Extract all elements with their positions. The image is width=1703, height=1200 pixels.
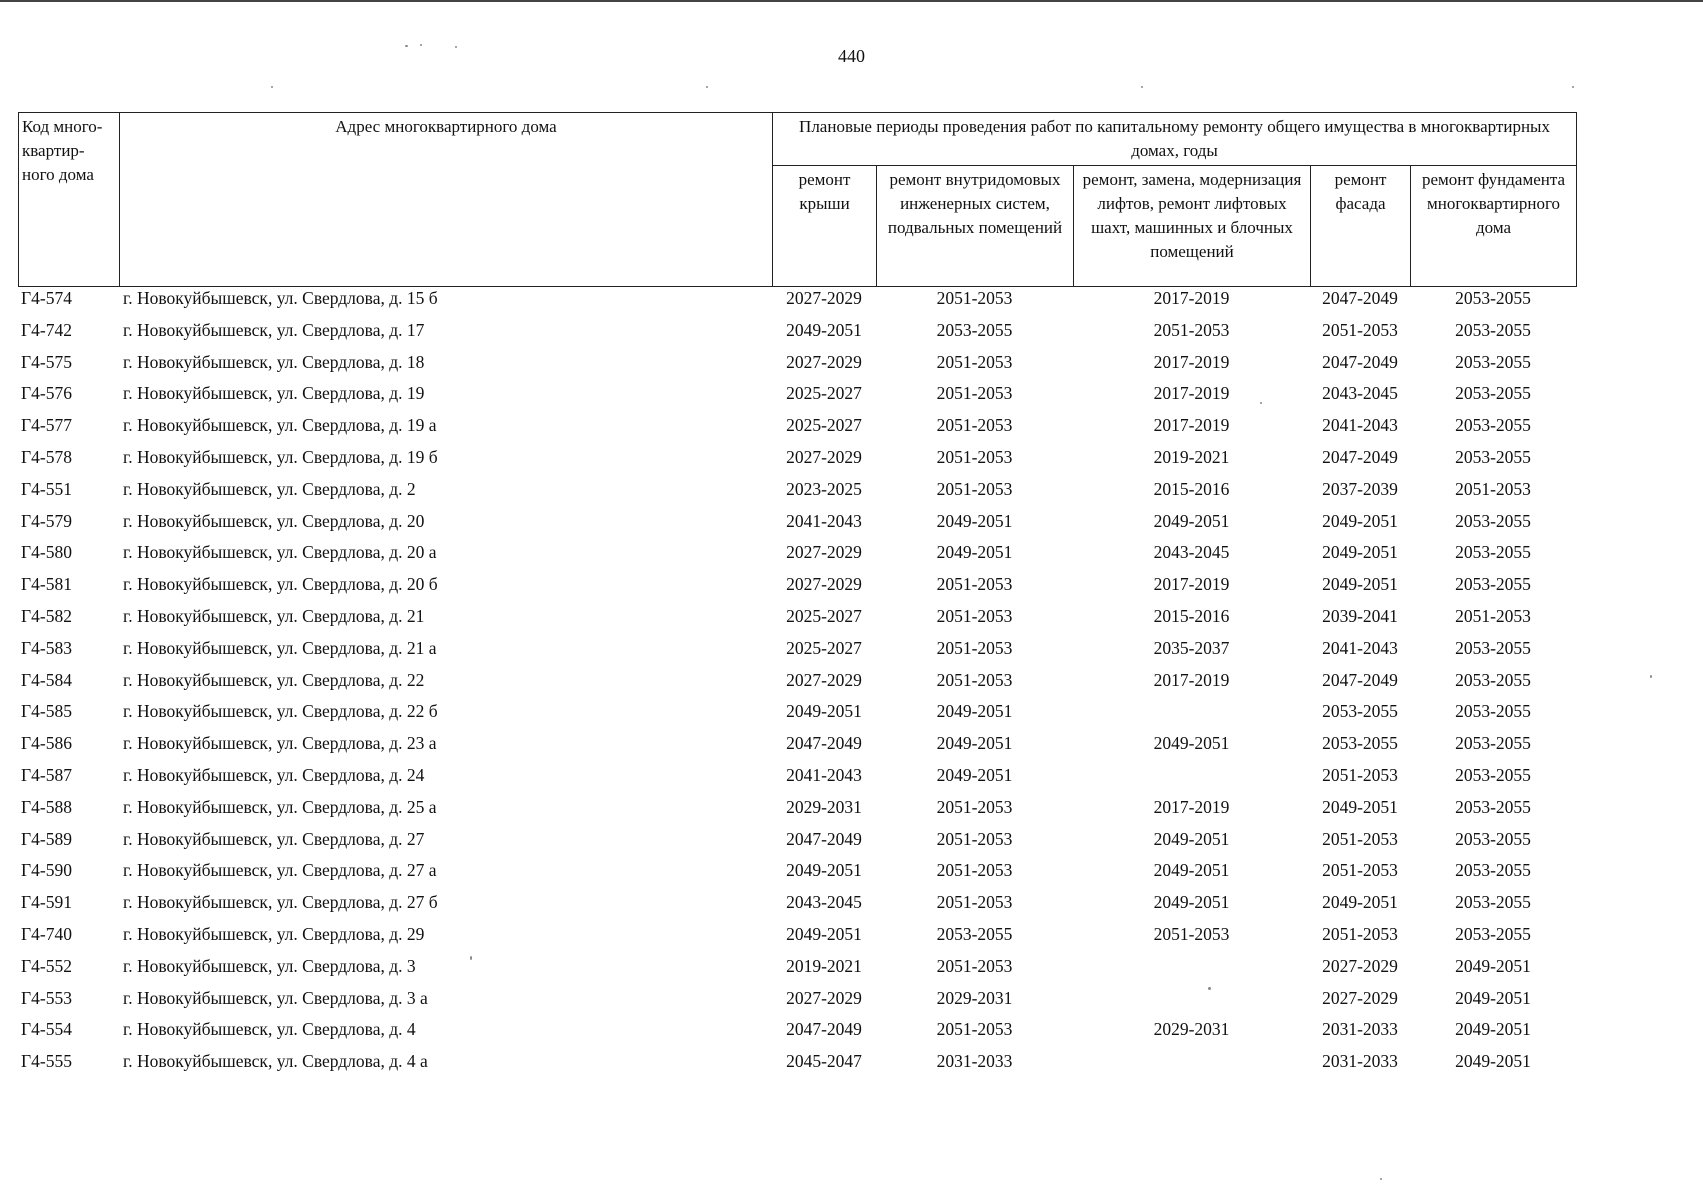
row-address: г. Новокуйбышевск, ул. Свердлова, д. 29 bbox=[123, 923, 425, 944]
table-row bbox=[18, 479, 1576, 511]
row-facade: 2047-2049 bbox=[1322, 669, 1398, 690]
row-code: Г4-590 bbox=[21, 860, 72, 881]
table-row bbox=[18, 352, 1576, 384]
row-foundation: 2051-2053 bbox=[1455, 605, 1531, 626]
row-facade: 2049-2051 bbox=[1322, 574, 1398, 595]
row-roof: 2043-2045 bbox=[786, 892, 862, 913]
scan-speck bbox=[420, 44, 422, 46]
table-header bbox=[18, 112, 1577, 287]
row-roof: 2019-2021 bbox=[786, 955, 862, 976]
row-foundation: 2053-2055 bbox=[1455, 764, 1531, 785]
row-systems: 2051-2053 bbox=[936, 892, 1013, 913]
row-systems: 2051-2053 bbox=[936, 351, 1013, 372]
row-foundation: 2053-2055 bbox=[1455, 288, 1531, 308]
row-address: г. Новокуйбышевск, ул. Свердлова, д. 19 а bbox=[123, 415, 437, 436]
row-systems: 2051-2053 bbox=[936, 796, 1013, 817]
row-facade: 2051-2053 bbox=[1322, 764, 1398, 785]
row-lifts: 2051-2053 bbox=[1153, 923, 1230, 944]
row-code: Г4-585 bbox=[21, 701, 72, 722]
row-address: г. Новокуйбышевск, ул. Свердлова, д. 22 б bbox=[123, 701, 438, 722]
row-roof: 2025-2027 bbox=[786, 383, 862, 404]
table-row bbox=[18, 988, 1576, 1020]
row-facade: 2049-2051 bbox=[1322, 892, 1398, 913]
row-code: Г4-742 bbox=[21, 319, 72, 340]
table-row bbox=[18, 670, 1576, 702]
row-systems: 2051-2053 bbox=[936, 955, 1013, 976]
header-address: Адрес многоквартирного дома bbox=[120, 113, 773, 287]
row-systems: 2031-2033 bbox=[936, 1051, 1013, 1072]
row-facade: 2041-2043 bbox=[1322, 415, 1398, 436]
row-lifts: 2017-2019 bbox=[1153, 796, 1230, 817]
row-roof: 2023-2025 bbox=[786, 478, 862, 499]
row-lifts: 2049-2051 bbox=[1153, 892, 1230, 913]
row-facade: 2051-2053 bbox=[1322, 319, 1398, 340]
row-address: г. Новокуйбышевск, ул. Свердлова, д. 25 а bbox=[123, 796, 437, 817]
row-code: Г4-587 bbox=[21, 764, 72, 785]
header-facade: ремонт фасада bbox=[1311, 166, 1411, 287]
row-code: Г4-589 bbox=[21, 828, 72, 849]
top-border-line bbox=[0, 0, 1703, 2]
scan-speck bbox=[1141, 86, 1143, 88]
table-row bbox=[18, 860, 1576, 892]
row-facade: 2051-2053 bbox=[1322, 923, 1398, 944]
row-lifts: 2017-2019 bbox=[1153, 383, 1230, 404]
scan-speck bbox=[1650, 675, 1652, 678]
row-foundation: 2053-2055 bbox=[1455, 542, 1531, 563]
table-row bbox=[18, 797, 1576, 829]
row-roof: 2049-2051 bbox=[786, 701, 862, 722]
row-facade: 2049-2051 bbox=[1322, 542, 1398, 563]
row-lifts: 2049-2051 bbox=[1153, 510, 1230, 531]
row-address: г. Новокуйбышевск, ул. Свердлова, д. 27 а bbox=[123, 860, 437, 881]
header-foundation: ремонт фундамента многоквартирного дома bbox=[1411, 166, 1577, 287]
row-code: Г4-580 bbox=[21, 542, 72, 563]
row-address: г. Новокуйбышевск, ул. Свердлова, д. 22 bbox=[123, 669, 425, 690]
scan-speck bbox=[1380, 1178, 1382, 1180]
row-roof: 2025-2027 bbox=[786, 605, 862, 626]
row-code: Г4-588 bbox=[21, 796, 72, 817]
row-lifts: 2049-2051 bbox=[1153, 733, 1230, 754]
row-foundation: 2053-2055 bbox=[1455, 828, 1531, 849]
scan-speck bbox=[1260, 402, 1262, 404]
row-roof: 2025-2027 bbox=[786, 637, 862, 658]
row-systems: 2051-2053 bbox=[936, 478, 1013, 499]
row-roof: 2029-2031 bbox=[786, 796, 862, 817]
row-foundation: 2053-2055 bbox=[1455, 351, 1531, 372]
row-foundation: 2053-2055 bbox=[1455, 860, 1531, 881]
row-systems: 2053-2055 bbox=[936, 923, 1013, 944]
row-facade: 2037-2039 bbox=[1322, 478, 1398, 499]
table-row bbox=[18, 829, 1576, 861]
row-code: Г4-555 bbox=[21, 1051, 72, 1072]
row-code: Г4-551 bbox=[21, 478, 72, 499]
row-systems: 2049-2051 bbox=[936, 510, 1013, 531]
table-row bbox=[18, 606, 1576, 638]
row-foundation: 2053-2055 bbox=[1455, 637, 1531, 658]
row-systems: 2051-2053 bbox=[936, 383, 1013, 404]
row-lifts bbox=[1073, 765, 1310, 797]
row-foundation: 2051-2053 bbox=[1455, 478, 1531, 499]
row-roof: 2027-2029 bbox=[786, 351, 862, 372]
row-address: г. Новокуйбышевск, ул. Свердлова, д. 21 а bbox=[123, 637, 437, 658]
row-code: Г4-584 bbox=[21, 669, 72, 690]
table-row bbox=[18, 288, 1576, 320]
row-code: Г4-591 bbox=[21, 892, 72, 913]
row-foundation: 2053-2055 bbox=[1455, 701, 1531, 722]
row-address: г. Новокуйбышевск, ул. Свердлова, д. 20 б bbox=[123, 574, 438, 595]
row-facade: 2041-2043 bbox=[1322, 637, 1398, 658]
table-row bbox=[18, 447, 1576, 479]
row-foundation: 2053-2055 bbox=[1455, 415, 1531, 436]
row-foundation: 2049-2051 bbox=[1455, 1019, 1531, 1040]
row-foundation: 2053-2055 bbox=[1455, 923, 1531, 944]
row-code: Г4-553 bbox=[21, 987, 72, 1008]
row-systems: 2049-2051 bbox=[936, 764, 1013, 785]
row-roof: 2049-2051 bbox=[786, 923, 862, 944]
row-address: г. Новокуйбышевск, ул. Свердлова, д. 3 bbox=[123, 955, 416, 976]
row-roof: 2041-2043 bbox=[786, 510, 862, 531]
row-address: г. Новокуйбышевск, ул. Свердлова, д. 19 б bbox=[123, 446, 438, 467]
row-systems: 2051-2053 bbox=[936, 860, 1013, 881]
row-facade: 2049-2051 bbox=[1322, 796, 1398, 817]
row-facade: 2053-2055 bbox=[1322, 733, 1398, 754]
row-code: Г4-577 bbox=[21, 415, 72, 436]
row-facade: 2047-2049 bbox=[1322, 351, 1398, 372]
row-foundation: 2053-2055 bbox=[1455, 669, 1531, 690]
row-address: г. Новокуйбышевск, ул. Свердлова, д. 19 bbox=[123, 383, 425, 404]
row-facade: 2051-2053 bbox=[1322, 860, 1398, 881]
table-row bbox=[18, 765, 1576, 797]
row-lifts: 2043-2045 bbox=[1153, 542, 1230, 563]
row-roof: 2027-2029 bbox=[786, 288, 862, 308]
row-facade: 2053-2055 bbox=[1322, 701, 1398, 722]
row-foundation: 2053-2055 bbox=[1455, 446, 1531, 467]
table-row bbox=[18, 1051, 1576, 1083]
row-foundation: 2049-2051 bbox=[1455, 1051, 1531, 1072]
table-row bbox=[18, 574, 1576, 606]
row-code: Г4-581 bbox=[21, 574, 72, 595]
row-address: г. Новокуйбышевск, ул. Свердлова, д. 27 bbox=[123, 828, 425, 849]
row-lifts: 2035-2037 bbox=[1153, 637, 1230, 658]
row-systems: 2049-2051 bbox=[936, 701, 1013, 722]
scan-speck bbox=[1208, 987, 1211, 990]
row-lifts: 2017-2019 bbox=[1153, 574, 1230, 595]
row-roof: 2027-2029 bbox=[786, 542, 862, 563]
row-foundation: 2049-2051 bbox=[1455, 987, 1531, 1008]
table-row bbox=[18, 415, 1576, 447]
row-foundation: 2053-2055 bbox=[1455, 574, 1531, 595]
row-code: Г4-582 bbox=[21, 605, 72, 626]
row-lifts: 2029-2031 bbox=[1153, 1019, 1230, 1040]
page-number: 440 bbox=[838, 46, 865, 66]
row-lifts bbox=[1073, 701, 1310, 733]
row-roof: 2047-2049 bbox=[786, 1019, 862, 1040]
table-row bbox=[18, 542, 1576, 574]
scan-speck bbox=[271, 86, 273, 88]
row-code: Г4-576 bbox=[21, 383, 72, 404]
row-facade: 2049-2051 bbox=[1322, 510, 1398, 531]
row-facade: 2043-2045 bbox=[1322, 383, 1398, 404]
row-facade: 2031-2033 bbox=[1322, 1051, 1398, 1072]
row-address: г. Новокуйбышевск, ул. Свердлова, д. 4 bbox=[123, 1019, 416, 1040]
row-address: г. Новокуйбышевск, ул. Свердлова, д. 3 а bbox=[123, 987, 428, 1008]
row-roof: 2047-2049 bbox=[786, 733, 862, 754]
row-address: г. Новокуйбышевск, ул. Свердлова, д. 18 bbox=[123, 351, 425, 372]
row-code: Г4-740 bbox=[21, 923, 72, 944]
table-row bbox=[18, 956, 1576, 988]
row-address: г. Новокуйбышевск, ул. Свердлова, д. 2 bbox=[123, 478, 416, 499]
table-body bbox=[18, 288, 1576, 1083]
row-lifts: 2017-2019 bbox=[1153, 415, 1230, 436]
row-lifts: 2015-2016 bbox=[1153, 478, 1230, 499]
row-roof: 2027-2029 bbox=[786, 669, 862, 690]
header-roof: ремонт крыши bbox=[773, 166, 877, 287]
row-lifts: 2015-2016 bbox=[1153, 605, 1230, 626]
row-code: Г4-575 bbox=[21, 351, 72, 372]
row-lifts: 2017-2019 bbox=[1153, 288, 1230, 308]
row-facade: 2031-2033 bbox=[1322, 1019, 1398, 1040]
row-facade: 2027-2029 bbox=[1322, 955, 1398, 976]
row-code: Г4-552 bbox=[21, 955, 72, 976]
row-code: Г4-578 bbox=[21, 446, 72, 467]
table-row bbox=[18, 924, 1576, 956]
row-foundation: 2053-2055 bbox=[1455, 319, 1531, 340]
row-lifts: 2051-2053 bbox=[1153, 319, 1230, 340]
row-roof: 2049-2051 bbox=[786, 860, 862, 881]
header-code: Код много-квартир-ного дома bbox=[19, 113, 120, 287]
row-address: г. Новокуйбышевск, ул. Свердлова, д. 24 bbox=[123, 764, 425, 785]
row-foundation: 2053-2055 bbox=[1455, 733, 1531, 754]
row-systems: 2051-2053 bbox=[936, 415, 1013, 436]
header-lifts: ремонт, замена, модернизация лифтов, ремонт лифтовых шахт, машинных и блочных помещений bbox=[1074, 166, 1311, 287]
row-facade: 2047-2049 bbox=[1322, 446, 1398, 467]
row-lifts: 2049-2051 bbox=[1153, 860, 1230, 881]
row-foundation: 2053-2055 bbox=[1455, 383, 1531, 404]
row-systems: 2051-2053 bbox=[936, 828, 1013, 849]
row-systems: 2051-2053 bbox=[936, 669, 1013, 690]
scan-speck bbox=[1572, 86, 1574, 88]
row-facade: 2047-2049 bbox=[1322, 288, 1398, 308]
row-systems: 2051-2053 bbox=[936, 574, 1013, 595]
scan-speck bbox=[405, 45, 408, 47]
row-facade: 2051-2053 bbox=[1322, 828, 1398, 849]
row-lifts bbox=[1073, 956, 1310, 988]
row-code: Г4-583 bbox=[21, 637, 72, 658]
row-systems: 2053-2055 bbox=[936, 319, 1013, 340]
row-address: г. Новокуйбышевск, ул. Свердлова, д. 23 а bbox=[123, 733, 437, 754]
row-lifts bbox=[1073, 988, 1310, 1020]
row-systems: 2051-2053 bbox=[936, 446, 1013, 467]
row-roof: 2045-2047 bbox=[786, 1051, 862, 1072]
row-systems: 2051-2053 bbox=[936, 288, 1013, 308]
row-code: Г4-579 bbox=[21, 510, 72, 531]
row-roof: 2047-2049 bbox=[786, 828, 862, 849]
row-lifts: 2049-2051 bbox=[1153, 828, 1230, 849]
row-foundation: 2053-2055 bbox=[1455, 796, 1531, 817]
row-roof: 2025-2027 bbox=[786, 415, 862, 436]
row-systems: 2051-2053 bbox=[936, 637, 1013, 658]
table-row bbox=[18, 1019, 1576, 1051]
table-row bbox=[18, 701, 1576, 733]
header-periods-title: Плановые периоды проведения работ по капитальному ремонту общего имущества в многоквартирных домах, годы bbox=[773, 113, 1577, 166]
row-address: г. Новокуйбышевск, ул. Свердлова, д. 15 б bbox=[123, 288, 438, 308]
row-facade: 2027-2029 bbox=[1322, 987, 1398, 1008]
row-systems: 2049-2051 bbox=[936, 733, 1013, 754]
row-address: г. Новокуйбышевск, ул. Свердлова, д. 4 а bbox=[123, 1051, 428, 1072]
row-roof: 2027-2029 bbox=[786, 987, 862, 1008]
row-facade: 2039-2041 bbox=[1322, 605, 1398, 626]
table-row bbox=[18, 892, 1576, 924]
table-row bbox=[18, 733, 1576, 765]
row-foundation: 2053-2055 bbox=[1455, 892, 1531, 913]
row-roof: 2027-2029 bbox=[786, 446, 862, 467]
row-address: г. Новокуйбышевск, ул. Свердлова, д. 20 bbox=[123, 510, 425, 531]
row-lifts: 2017-2019 bbox=[1153, 669, 1230, 690]
row-address: г. Новокуйбышевск, ул. Свердлова, д. 20 а bbox=[123, 542, 437, 563]
row-address: г. Новокуйбышевск, ул. Свердлова, д. 17 bbox=[123, 319, 425, 340]
row-code: Г4-574 bbox=[21, 288, 72, 308]
row-systems: 2051-2053 bbox=[936, 605, 1013, 626]
scan-speck bbox=[706, 86, 708, 88]
row-roof: 2049-2051 bbox=[786, 319, 862, 340]
row-address: г. Новокуйбышевск, ул. Свердлова, д. 27 б bbox=[123, 892, 438, 913]
row-lifts: 2017-2019 bbox=[1153, 351, 1230, 372]
row-systems: 2051-2053 bbox=[936, 1019, 1013, 1040]
scan-speck bbox=[455, 46, 457, 48]
table-row bbox=[18, 383, 1576, 415]
header-systems: ремонт внутридомовых инженерных систем, подвальных помещений bbox=[877, 166, 1074, 287]
row-roof: 2041-2043 bbox=[786, 764, 862, 785]
row-foundation: 2049-2051 bbox=[1455, 955, 1531, 976]
row-foundation: 2053-2055 bbox=[1455, 510, 1531, 531]
row-systems: 2049-2051 bbox=[936, 542, 1013, 563]
row-code: Г4-554 bbox=[21, 1019, 72, 1040]
scan-speck bbox=[470, 956, 472, 960]
table-row bbox=[18, 320, 1576, 352]
row-lifts: 2019-2021 bbox=[1153, 446, 1230, 467]
row-roof: 2027-2029 bbox=[786, 574, 862, 595]
row-code: Г4-586 bbox=[21, 733, 72, 754]
row-address: г. Новокуйбышевск, ул. Свердлова, д. 21 bbox=[123, 605, 425, 626]
table-row bbox=[18, 511, 1576, 543]
row-lifts bbox=[1073, 1051, 1310, 1083]
table-row bbox=[18, 638, 1576, 670]
row-systems: 2029-2031 bbox=[936, 987, 1013, 1008]
